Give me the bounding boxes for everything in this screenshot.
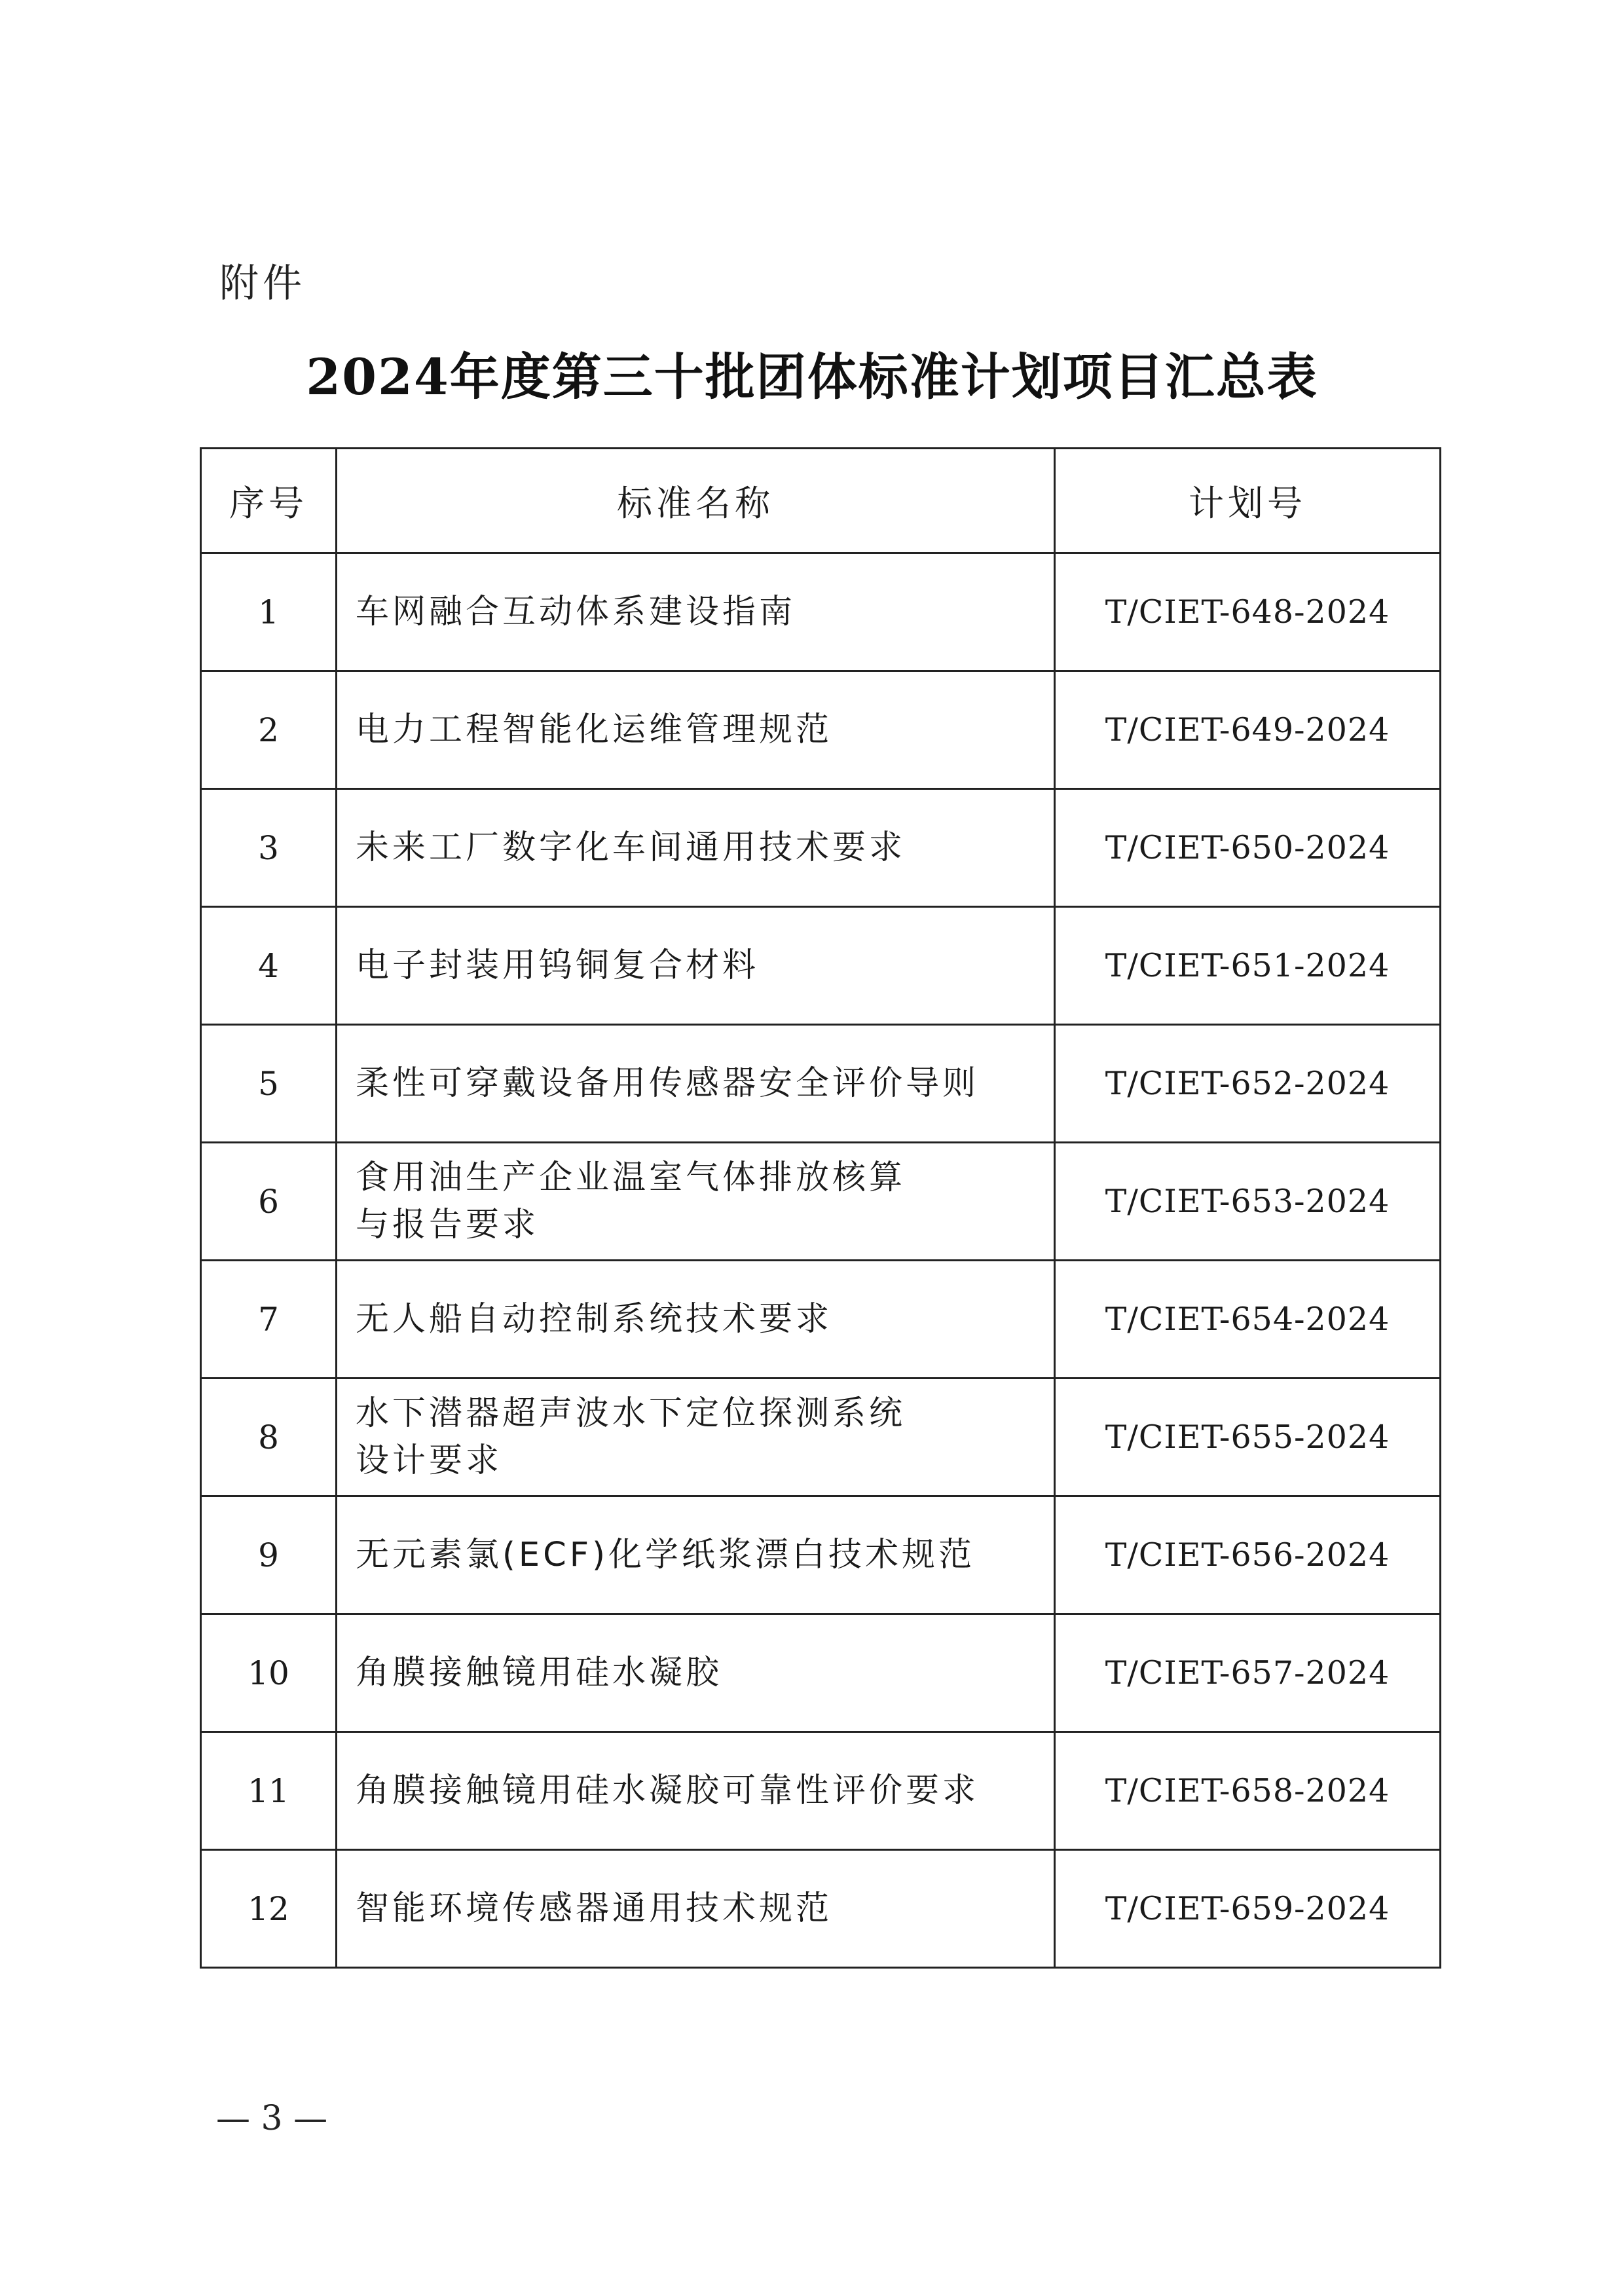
cell-standard-name [337, 1732, 1055, 1850]
standard-name-line: 车网融合互动体系建设指南 [356, 592, 796, 631]
cell-plan-number: T/CIET-657-2024 [1055, 1614, 1441, 1732]
cell-serial-number: 4 [201, 907, 337, 1025]
standard-name-line: 角膜接触镜用硅水凝胶 [356, 1653, 723, 1692]
cell-serial-number: 10 [201, 1614, 337, 1732]
cell-plan-number: T/CIET-654-2024 [1055, 1261, 1441, 1379]
standard-name-line: 无人船自动控制系统技术要求 [356, 1299, 833, 1339]
cell-serial-number: 3 [201, 789, 337, 907]
table-row [201, 1261, 1441, 1379]
cell-standard-name [337, 1143, 1055, 1261]
cell-plan-number: T/CIET-655-2024 [1055, 1379, 1441, 1496]
cell-standard-name [337, 907, 1055, 1025]
table-row [201, 1614, 1441, 1732]
standard-name-line: 电力工程智能化运维管理规范 [356, 710, 833, 749]
table-row [201, 671, 1441, 789]
cell-plan-number: T/CIET-659-2024 [1055, 1850, 1441, 1968]
table-row [201, 1143, 1441, 1261]
cell-standard-name [337, 1850, 1055, 1968]
standard-name-line: 与报告要求 [356, 1205, 540, 1244]
standard-name-line: 电子封装用钨铜复合材料 [356, 946, 760, 985]
cell-plan-number: T/CIET-648-2024 [1055, 553, 1441, 671]
cell-standard-name [337, 789, 1055, 907]
cell-plan-number: T/CIET-652-2024 [1055, 1025, 1441, 1143]
cell-standard-name [337, 1261, 1055, 1379]
cell-plan-number: T/CIET-656-2024 [1055, 1496, 1441, 1614]
header-serial-number: 序号 [201, 449, 337, 553]
cell-serial-number: 12 [201, 1850, 337, 1968]
table-body [201, 553, 1441, 1968]
cell-serial-number: 1 [201, 553, 337, 671]
standard-name-line: 设计要求 [356, 1441, 503, 1480]
table-row [201, 1025, 1441, 1143]
table-row [201, 789, 1441, 907]
cell-plan-number: T/CIET-658-2024 [1055, 1732, 1441, 1850]
cell-serial-number: 9 [201, 1496, 337, 1614]
standard-name-line: 柔性可穿戴设备用传感器安全评价导则 [356, 1064, 980, 1103]
table-header-row [201, 449, 1441, 553]
standard-name-line: 未来工厂数字化车间通用技术要求 [356, 828, 906, 867]
standard-name-line: 水下潜器超声波水下定位探测系统 [356, 1394, 906, 1433]
cell-plan-number: T/CIET-653-2024 [1055, 1143, 1441, 1261]
cell-plan-number: T/CIET-649-2024 [1055, 671, 1441, 789]
cell-serial-number: 2 [201, 671, 337, 789]
header-standard-name: 标准名称 [337, 449, 1055, 553]
page-number: — 3 — [216, 2099, 328, 2138]
cell-standard-name [337, 671, 1055, 789]
document-title: 2024年度第三十批团体标准计划项目汇总表 [306, 348, 1318, 406]
standard-name-line: 角膜接触镜用硅水凝胶可靠性评价要求 [356, 1771, 980, 1810]
cell-standard-name [337, 1379, 1055, 1496]
table-row [201, 553, 1441, 671]
cell-standard-name [337, 1025, 1055, 1143]
standard-name-line: 食用油生产企业温室气体排放核算 [356, 1158, 906, 1197]
cell-standard-name [337, 1496, 1055, 1614]
header-plan-number: 计划号 [1055, 449, 1441, 553]
cell-serial-number: 11 [201, 1732, 337, 1850]
table-row [201, 1732, 1441, 1850]
standards-plan-table [200, 447, 1441, 1969]
standard-name-line: 无元素氯(ECF)化学纸浆漂白技术规范 [356, 1535, 975, 1574]
cell-serial-number: 6 [201, 1143, 337, 1261]
table-row [201, 1496, 1441, 1614]
table-row [201, 1850, 1441, 1968]
cell-serial-number: 7 [201, 1261, 337, 1379]
standard-name-line: 智能环境传感器通用技术规范 [356, 1889, 833, 1928]
cell-serial-number: 5 [201, 1025, 337, 1143]
cell-plan-number: T/CIET-650-2024 [1055, 789, 1441, 907]
attachment-label: 附件 [219, 261, 306, 306]
table-row [201, 907, 1441, 1025]
cell-standard-name [337, 553, 1055, 671]
cell-standard-name [337, 1614, 1055, 1732]
cell-plan-number: T/CIET-651-2024 [1055, 907, 1441, 1025]
table-row [201, 1379, 1441, 1496]
cell-serial-number: 8 [201, 1379, 337, 1496]
